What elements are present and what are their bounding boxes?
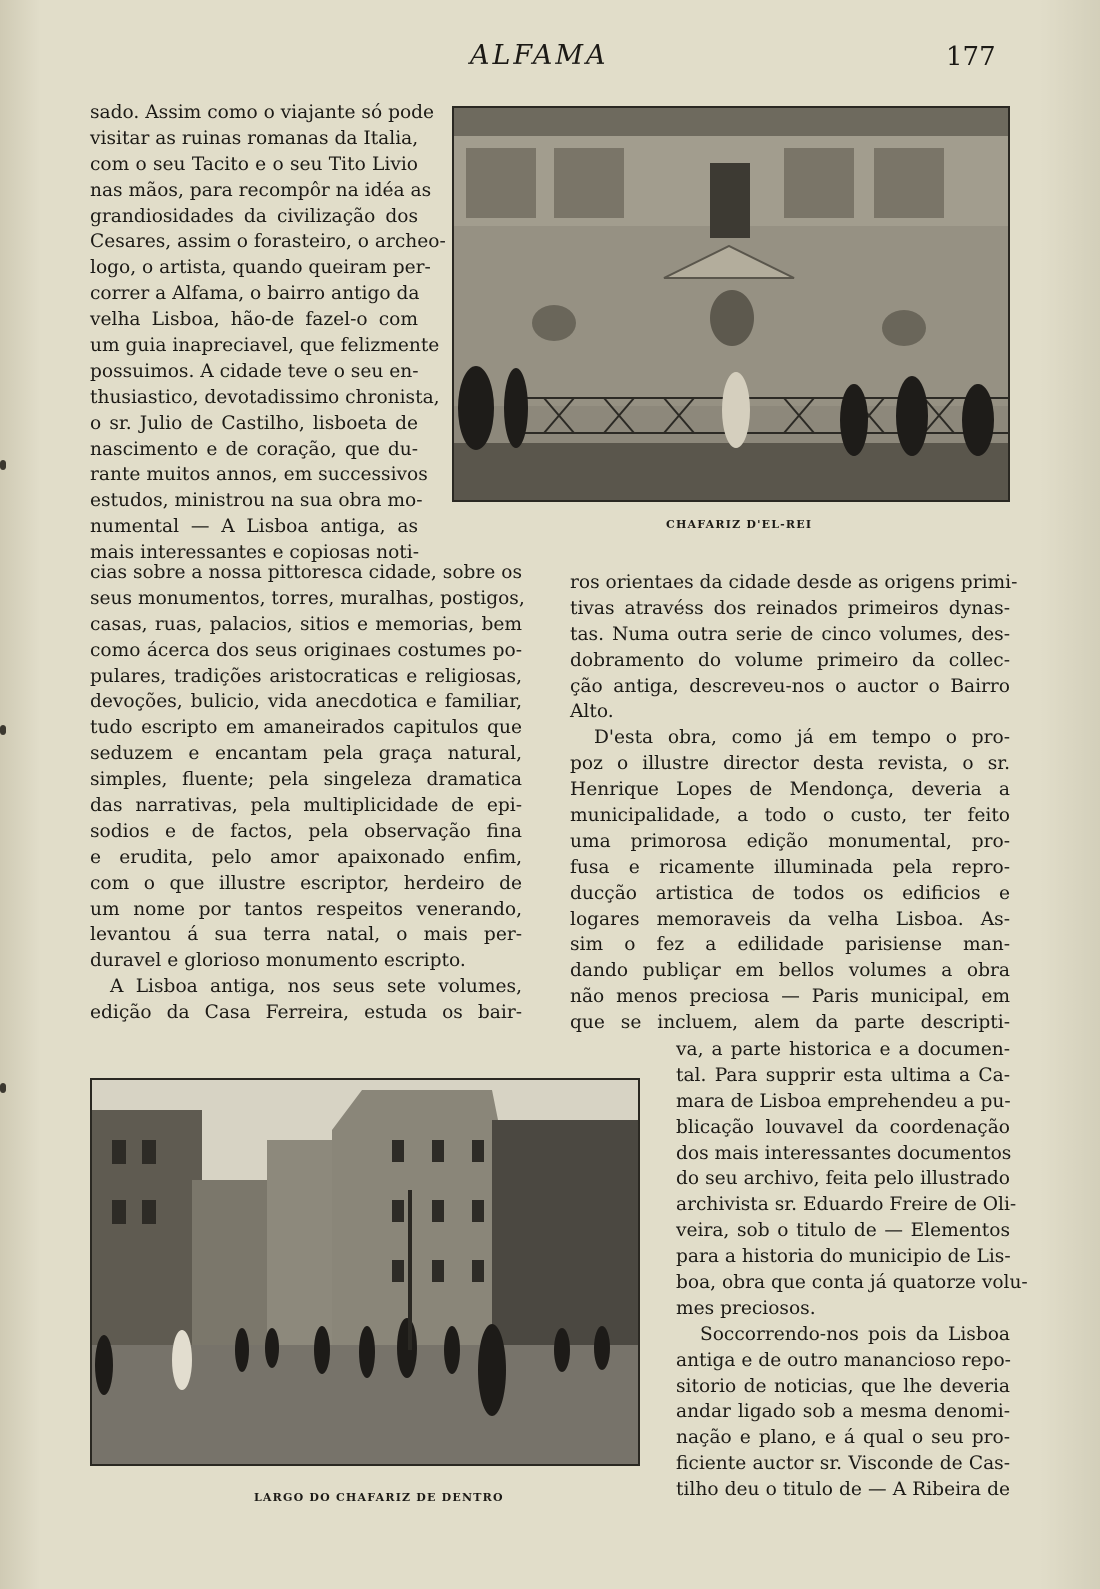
text-line: andar ligado sob a mesma denomi- xyxy=(676,1401,1010,1423)
text-line: duravel e glorioso monumento escripto. xyxy=(90,950,466,972)
text-line: sodios e de factos, pela observação fina xyxy=(90,820,522,842)
text-line: tivas atravéss dos reinados primeiros dynas- xyxy=(570,597,1010,619)
text-line: fusa e ricamente illuminada pela repro- xyxy=(570,856,1010,878)
text-column-right-top xyxy=(570,570,1018,1036)
text-line: com o seu Tacito e o seu Tito Livio xyxy=(90,153,418,175)
text-line: Henrique Lopes de Mendonça, deveria a xyxy=(570,779,1010,801)
text-column-right-bottom xyxy=(676,1037,1028,1503)
page-number: 177 xyxy=(946,42,996,72)
text-line: thusiastico, devotadissimo chronista, xyxy=(90,386,440,408)
text-line: das narrativas, pela multiplicidade de epi- xyxy=(90,795,522,817)
text-line: possuimos. A cidade teve o seu en- xyxy=(90,360,419,382)
running-head: ALFAMA xyxy=(470,40,609,71)
text-column-left-bottom xyxy=(90,560,525,1026)
text-line: numental — A Lisboa antiga, as xyxy=(90,516,418,538)
text-line: que se incluem, alem da parte descripti- xyxy=(570,1012,1010,1034)
text-line: logo, o artista, quando queiram per- xyxy=(90,257,431,279)
text-line: tas. Numa outra serie de cinco volumes, des- xyxy=(570,623,1010,645)
text-line: municipalidade, a todo o custo, ter feito xyxy=(570,805,1010,827)
text-line: dando publiçar em bellos volumes a obra xyxy=(570,960,1010,982)
text-line: simples, fluente; pela singeleza dramatica xyxy=(90,769,522,791)
text-line: não menos preciosa — Paris municipal, em xyxy=(570,986,1010,1008)
text-line: mais interessantes e copiosas noti- xyxy=(90,542,419,564)
text-line: mara de Lisboa emprehendeu a pu- xyxy=(676,1090,1011,1112)
text-line: tudo escripto em amaneirados capitulos que xyxy=(90,717,522,739)
text-line: sado. Assim como o viajante só pode xyxy=(90,102,435,123)
text-line: casas, ruas, palacios, sitios e memorias, bem xyxy=(90,613,522,635)
text-line: ção antiga, descreveu-nos o auctor o Bairro xyxy=(570,675,1010,697)
text-line: sim o fez a edilidade parisiense man- xyxy=(570,934,1010,956)
text-line: do seu archivo, feita pelo illustrado xyxy=(676,1168,1010,1190)
text-line: e erudita, pelo amor apaixonado enfim, xyxy=(90,846,522,868)
text-line: Soccorrendo-nos pois da Lisboa xyxy=(700,1323,1010,1345)
text-line: ducção artistica de todos os edificios e xyxy=(570,882,1010,904)
text-line: edição da Casa Ferreira, estuda os bair- xyxy=(90,1002,522,1024)
photo-chafariz-del-rei xyxy=(452,106,1010,502)
text-line: poz o illustre director desta revista, o sr. xyxy=(570,753,1010,775)
text-line: um nome por tantos respeitos venerando, xyxy=(90,898,522,920)
text-column-left-top xyxy=(90,100,446,566)
text-line: seus monumentos, torres, muralhas, postigos, xyxy=(90,587,525,609)
text-line: va, a parte historica e a documen- xyxy=(676,1039,1010,1060)
text-line: velha Lisboa, hão-de fazel-o com xyxy=(90,309,418,331)
text-line: visitar as ruinas romanas da Italia, xyxy=(90,127,419,149)
text-line: um guia inapreciavel, que felizmente xyxy=(90,335,440,357)
text-line: tal. Para supprir esta ultima a Ca- xyxy=(676,1064,1010,1086)
text-line: tilho deu o titulo de — A Ribeira de xyxy=(676,1479,1010,1501)
text-line: ros orientaes da cidade desde as origens primi- xyxy=(570,572,1018,593)
text-line: com o que illustre escriptor, herdeiro de xyxy=(90,872,522,894)
text-line: uma primorosa edição monumental, pro- xyxy=(570,830,1010,852)
text-line: o sr. Julio de Castilho, lisboeta de xyxy=(90,412,418,434)
text-line: mes preciosos. xyxy=(676,1297,816,1319)
text-line: correr a Alfama, o bairro antigo da xyxy=(90,283,420,305)
text-line: Cesares, assim o forasteiro, o archeo- xyxy=(90,231,446,253)
text-line: logares memoraveis da velha Lisboa. As- xyxy=(570,908,1010,930)
binding-mark xyxy=(0,1083,6,1093)
text-line: estudos, ministrou na sua obra mo- xyxy=(90,490,423,512)
text-line: boa, obra que conta já quatorze volu- xyxy=(676,1272,1028,1294)
text-line: dos mais interessantes documentos xyxy=(676,1142,1012,1164)
text-line: grandiosidades da civilização dos xyxy=(90,205,418,227)
text-line: sitorio de noticias, que lhe deveria xyxy=(676,1375,1010,1397)
text-line: pulares, tradições aristocraticas e religiosas, xyxy=(90,665,522,687)
text-line: nascimento e de coração, que du- xyxy=(90,438,418,460)
text-line: blicação louvavel da coordenação xyxy=(676,1116,1010,1138)
text-line: Alto. xyxy=(570,701,614,723)
caption-chafariz-del-rei: CHAFARIZ D'EL-REI xyxy=(666,518,813,531)
text-line: cias sobre a nossa pittoresca cidade, sobre os xyxy=(90,562,522,583)
text-line: nas mãos, para recompôr na idéa as xyxy=(90,179,432,201)
text-line: antiga e de outro manancioso repo- xyxy=(676,1349,1011,1371)
text-line: como ácerca dos seus originaes costumes po- xyxy=(90,639,522,661)
text-line: D'esta obra, como já em tempo o pro- xyxy=(594,727,1010,749)
binding-mark xyxy=(0,460,6,470)
text-line: archivista sr. Eduardo Freire de Oli- xyxy=(676,1194,1017,1216)
text-line: ficiente auctor sr. Visconde de Cas- xyxy=(676,1453,1010,1475)
text-line: nação e plano, e á qual o seu pro- xyxy=(676,1427,1010,1449)
text-line: levantou á sua terra natal, o mais per- xyxy=(90,924,522,946)
photo-largo-do-chafariz-de-dentro xyxy=(90,1078,640,1466)
text-line: veira, sob o titulo de — Elementos xyxy=(676,1220,1010,1242)
text-line: devoções, bulicio, vida anecdotica e familiar, xyxy=(90,691,522,713)
text-line: rante muitos annos, em successivos xyxy=(90,464,428,486)
text-line: seduzem e encantam pela graça natural, xyxy=(90,743,522,765)
text-line: para a historia do municipio de Lis- xyxy=(676,1246,1011,1268)
text-line: dobramento do volume primeiro da collec- xyxy=(570,649,1010,671)
caption-largo-do-chafariz-de-dentro: LARGO DO CHAFARIZ DE DENTRO xyxy=(254,1491,504,1504)
binding-mark xyxy=(0,725,6,735)
text-line: A Lisboa antiga, nos seus sete volumes, xyxy=(110,976,522,998)
